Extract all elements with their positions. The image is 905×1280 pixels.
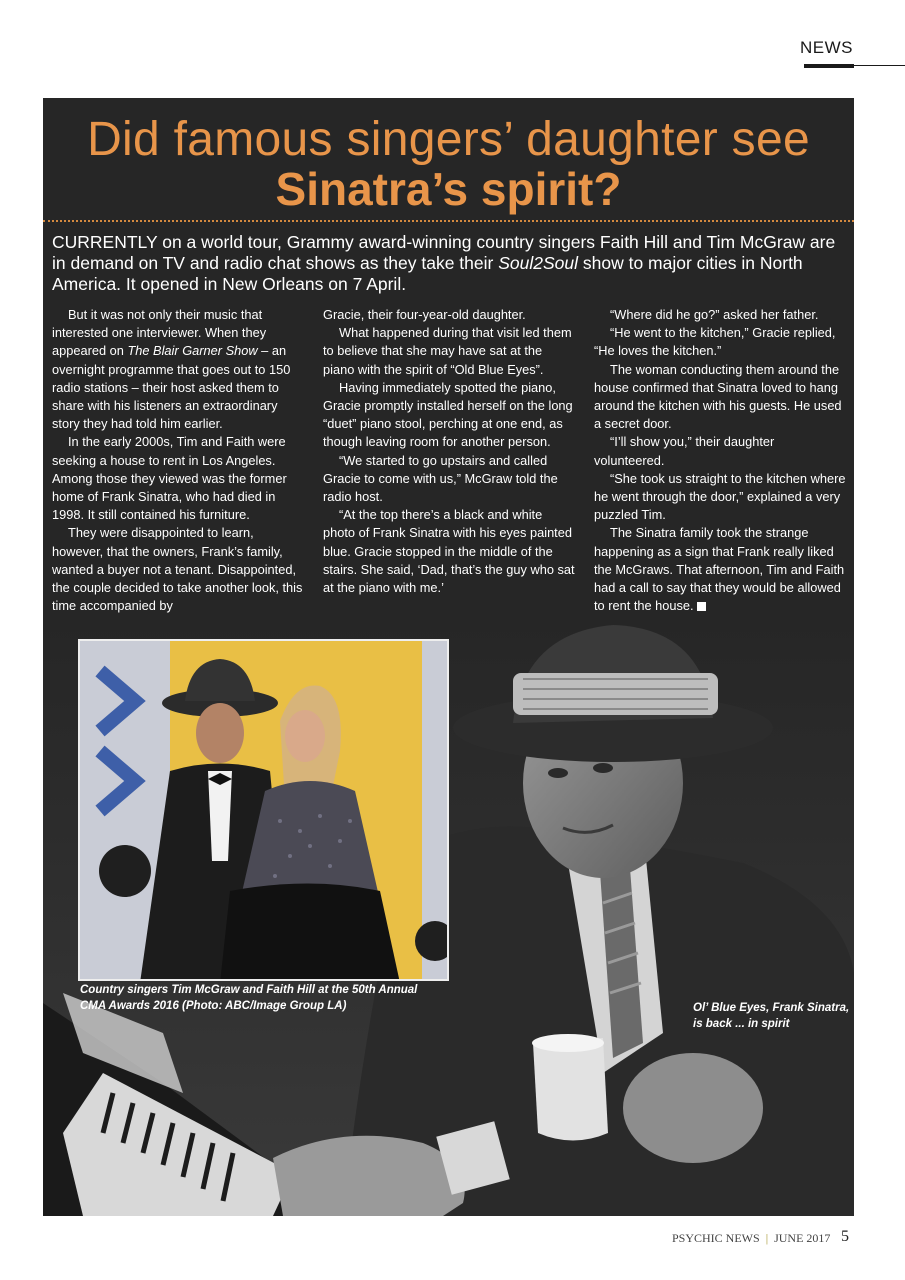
paragraph: The Sinatra family took the strange happening as a sign that Frank really liked the McGraws. That afternoon, Tim and Faith had a call to say that they would be allowed to rent the house.: [594, 525, 845, 614]
paragraph: “He went to the kitchen,” Gracie replied, “He loves the kitchen.”: [594, 325, 836, 359]
paragraph: “At the top there’s a black and white photo of Frank Sinatra with his eyes painted blue. Gracie stopped in the middle of the stairs. She said, ‘Dad, that’s the guy who sat at the piano with me.’: [323, 507, 575, 596]
standfirst-text: on a world tour, Grammy award-winning country singers Faith Hill and Tim McGraw are in demand on TV and radio chat shows as they take their: [52, 232, 836, 273]
paragraph: “I’ll show you,” their daughter volunteered.: [594, 434, 775, 468]
standfirst-lead: CURRENTLY: [52, 232, 158, 252]
show-title: Soul2Soul: [498, 253, 578, 273]
article-panel: [43, 98, 854, 1216]
section-label: NEWS: [800, 38, 853, 57]
paragraph: The woman conducting them around the house confirmed that Sinatra loved to hang around the kitchen with his guests. He used a secret door.: [594, 361, 842, 432]
page-number: 5: [841, 1228, 849, 1245]
paragraph: What happened during that visit led them to believe that she may have sat at the piano with the spirit of “Old Blue Eyes”.: [323, 325, 572, 377]
standfirst: [52, 232, 847, 295]
standfirst-text-end: show to major cities in North America. It opened in New Orleans on 7 April.: [52, 253, 803, 294]
paragraph: “We started to go upstairs and called Gracie to come with us,” McGraw told the radio host.: [323, 452, 558, 505]
headline-line2: Sinatra’s spirit?: [275, 163, 622, 215]
paragraph: “Where did he go?” asked her father.: [610, 307, 819, 322]
couple-photo: [78, 639, 449, 981]
couple-photo-caption: Country singers Tim McGraw and Faith Hill at the 50th Annual CMA Awards 2016 (Photo: ABC/Image Group LA): [80, 984, 418, 1012]
paragraph: They were disappointed to learn, however, that the owners, Frank’s family, wanted a buyer not a tenant. Disappointed, the couple decided to take another look, this time accompanied by: [52, 525, 303, 614]
headline-line1: Did famous singers’ daughter see: [87, 113, 810, 166]
section-rule-extension: [854, 65, 905, 66]
paragraph: “She took us straight to the kitchen where he went through the door,” explained a very puzzled Tim.: [594, 470, 846, 523]
publication-name: PSYCHIC NEWS: [672, 1231, 760, 1245]
body-column-2: [323, 306, 575, 597]
section-rule: [804, 64, 854, 68]
paragraph: Having immediately spotted the piano, Gracie promptly installed herself on the long “duet” piano stool, perching at one end, as though leaving room for another person.: [323, 379, 573, 450]
paragraph: Gracie, their four-year-old daughter.: [323, 307, 526, 322]
body-column-1: [52, 306, 304, 615]
footer-separator: |: [765, 1231, 769, 1245]
body-column-3: [594, 306, 846, 615]
sinatra-photo-caption: Ol’ Blue Eyes, Frank Sinatra, is back ... in spirit: [693, 1002, 850, 1030]
headline-divider: [43, 220, 854, 222]
paragraph: In the early 2000s, Tim and Faith were seeking a house to rent in Los Angeles. Among those they viewed was the former home of Frank Sinatra, who had died in 1998. It still contained his furniture.: [52, 434, 287, 523]
paragraph: But it was not only their music that interested one interviewer. When they appeared on The Blair Garner Show – an overnight programme that goes out to 150 radio stations – their host asked them to share with his listeners an extraordinary story they had told him earlier.: [52, 307, 291, 432]
end-mark-icon: [697, 602, 706, 611]
issue-date: JUNE 2017: [774, 1231, 831, 1245]
